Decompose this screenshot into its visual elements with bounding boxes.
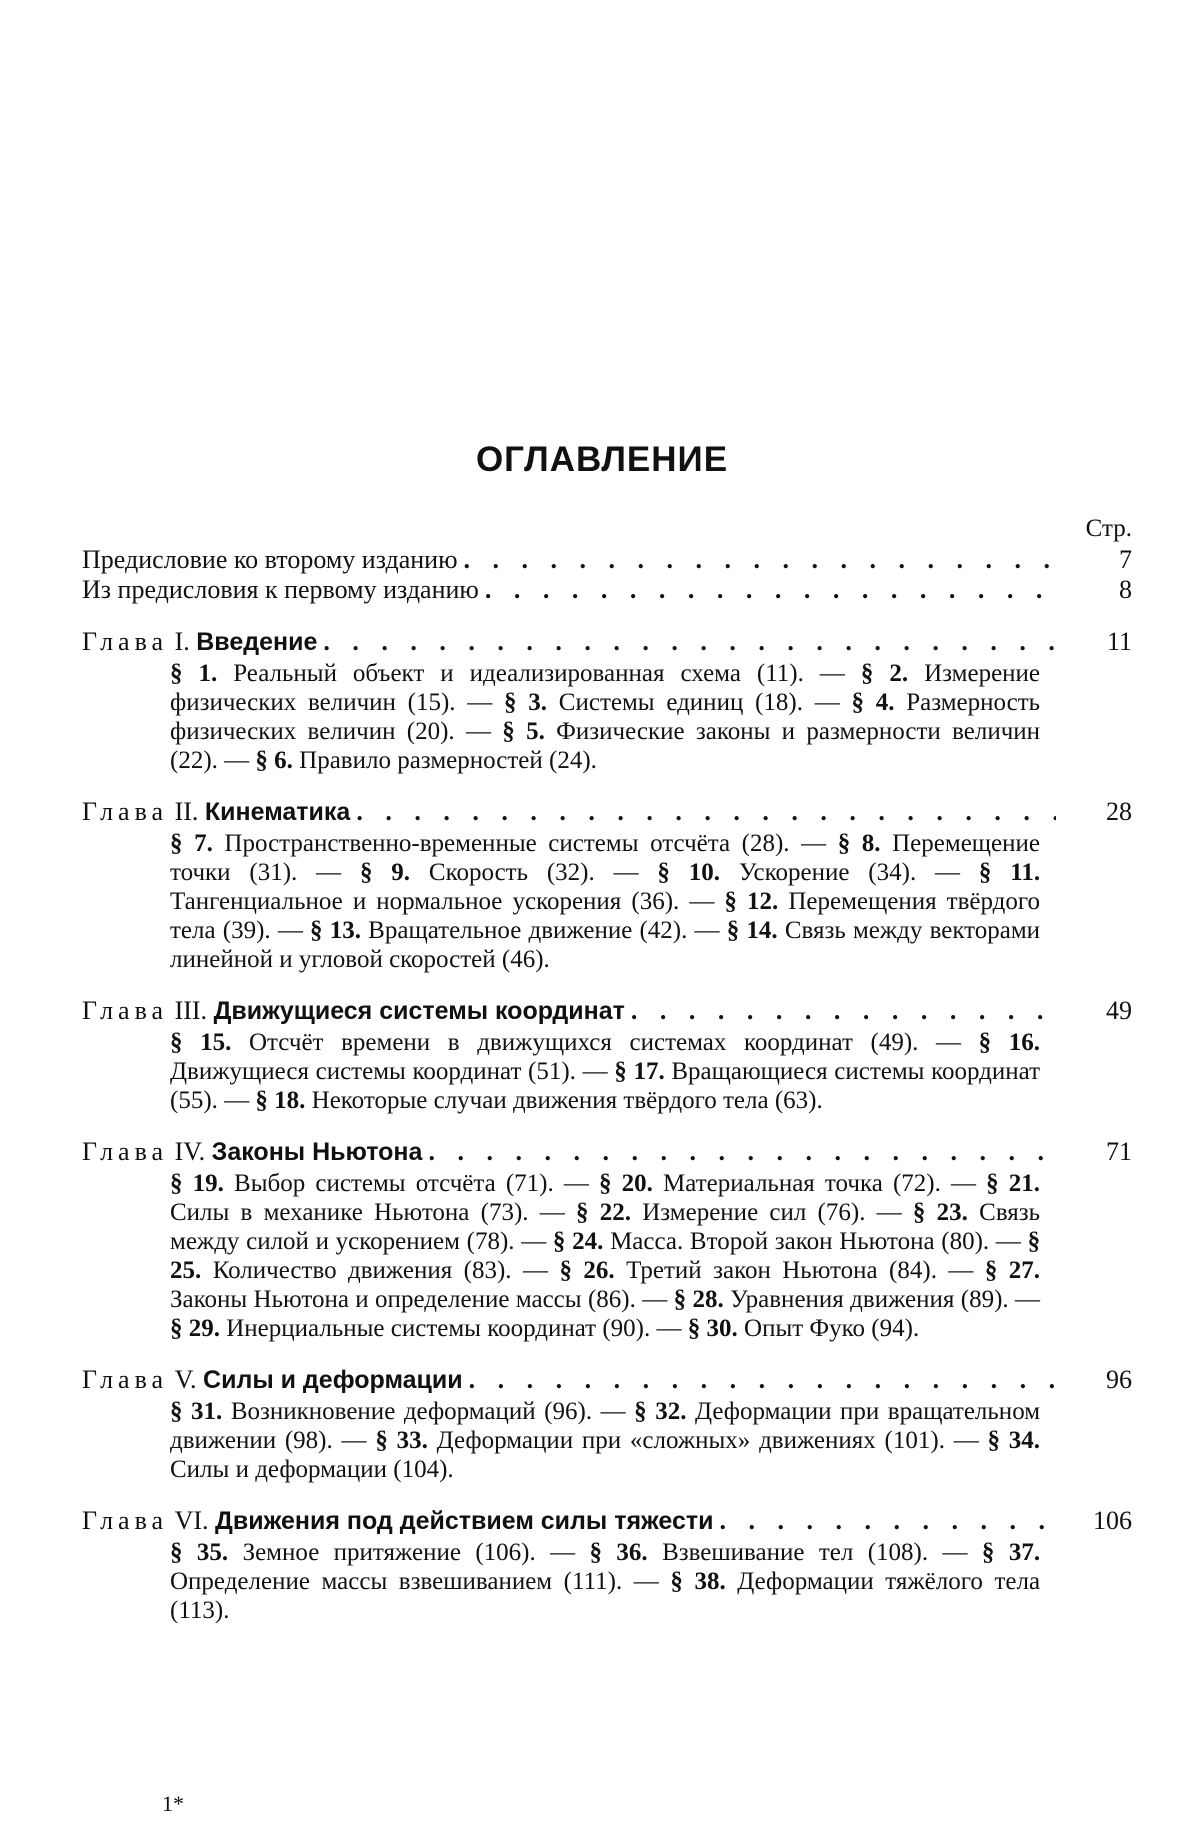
section-number: § 10. [657,859,721,886]
section-number: § 18. [255,1087,306,1114]
section-number: § 1. [170,660,218,687]
section-list [170,1538,1040,1625]
section-number: § 30. [687,1315,738,1342]
section-text: Силы в механике Ньютона (73). — [170,1199,565,1226]
leader-dots [323,627,1056,657]
chapter-page: 49 [1106,996,1132,1025]
section-entry[interactable] [170,1398,634,1425]
section-text: Измерение физических величин (15). — [170,660,1041,716]
chapter-number: VI. [174,1506,209,1535]
section-text: Деформации при «сложных» движениях (101). — [436,1427,979,1454]
chapter-list [82,627,1132,1625]
chapter-label [82,1365,463,1395]
section-number: § 33. [375,1427,428,1454]
chapter-page: 106 [1093,1506,1132,1535]
section-text: Определение массы взвешиванием (111). — [170,1568,659,1595]
section-text: Пространственно-временные системы отсчёта (28). — [224,830,827,857]
toc-entry-preface-second[interactable] [82,545,1132,575]
chapter-title: Введение [196,628,318,656]
leader-dots [464,545,1056,575]
section-entry[interactable] [170,1170,599,1197]
section-text: Вращающиеся системы координат (55). — [170,1058,1041,1114]
section-entry[interactable] [674,1286,1040,1313]
section-entry[interactable] [504,689,851,716]
chapter-block [82,996,1132,1115]
chapter-page: 96 [1106,1365,1132,1394]
toc-chapter-entry[interactable] [82,1137,1132,1167]
section-text: Системы единиц (18). — [558,689,840,716]
section-number: § 25. [170,1228,1041,1284]
section-text: Физические законы и размерности величин (22). — [170,718,1041,774]
section-number: § 19. [170,1170,224,1197]
section-number: § 12. [724,888,779,915]
section-number: § 4. [851,689,895,716]
section-number: § 2. [860,660,909,687]
section-text: Правило размерностей (24). [299,747,597,774]
section-text: Третий закон Ньютона (84). — [626,1257,974,1284]
section-number: § 32. [634,1398,687,1425]
page-column-header: Стр. [1085,515,1132,542]
section-entry[interactable] [688,1315,919,1342]
section-number: § 13. [310,917,361,944]
section-entry[interactable] [170,1315,688,1342]
chapter-number: V. [174,1365,197,1394]
section-number: § 11. [978,859,1041,886]
section-number: § 34. [987,1427,1041,1454]
section-number: § 38. [670,1568,726,1595]
chapter-keyword: Глава [82,1506,169,1535]
toc-entry-preface-first[interactable] [82,575,1132,605]
chapter-label [82,1506,714,1536]
section-text: Масса. Второй закон Ньютона (80). — [610,1228,1021,1255]
chapter-block [82,1137,1132,1343]
toc-entry-page: 8 [1119,575,1132,604]
section-entry[interactable] [590,1539,982,1566]
section-text: Вращательное движение (42). — [368,917,720,944]
section-number: § 36. [589,1539,648,1566]
leader-dots [631,996,1056,1026]
section-text: Связь между векторами линейной и угловой скоростей (46). [170,917,1041,973]
chapter-block [82,627,1132,775]
section-number: § 3. [504,689,548,716]
toc-entry-page: 7 [1119,545,1132,574]
section-text: Уравнения движения (89). — [730,1286,1041,1313]
section-entry[interactable] [255,1087,822,1114]
chapter-label [82,1137,422,1167]
page-title: ОГЛАВЛЕНИЕ [475,440,729,479]
section-number: § 17. [614,1058,665,1085]
section-number: § 22. [576,1199,631,1226]
section-text: Перемещение точки (31). — [170,830,1040,886]
section-number: § 24. [552,1228,604,1255]
chapter-block [82,1506,1132,1625]
section-list [170,1397,1040,1484]
signature-mark: 1* [162,1791,184,1816]
section-entry[interactable] [360,859,657,886]
section-text: Деформации тяжёлого тела (113). [170,1568,1041,1624]
section-text: Материальная точка (72). — [663,1170,976,1197]
leader-dots [485,575,1056,605]
section-entry[interactable] [553,1228,1028,1255]
section-text: Скорость (32). — [428,859,639,886]
section-text: Некоторые случаи движения твёрдого тела (63). [311,1087,823,1114]
section-number: § 5. [502,718,545,745]
section-text: Деформации при вращательном движении (98). — [170,1398,1041,1454]
section-number: § 14. [726,917,778,944]
toc-chapter-entry[interactable] [82,1506,1132,1536]
section-entry[interactable] [559,1257,984,1284]
chapter-page: 28 [1106,797,1132,826]
toc-entry-label: Предисловие ко второму изданию [82,545,458,574]
section-text: Реальный объект и идеализированная схема (11). — [233,660,845,687]
chapter-label [82,797,350,827]
section-text: Тангенциальное и нормальное ускорения (36). — [170,888,715,915]
chapter-label [82,627,317,657]
chapter-keyword: Глава [82,797,169,826]
section-number: § 26. [559,1257,615,1284]
section-text: Опыт Фуко (94). [744,1315,920,1342]
section-text: Возникновение деформаций (96). — [230,1398,626,1425]
section-entry[interactable] [255,747,597,774]
section-number: § 37. [981,1539,1041,1566]
chapter-number: III. [174,996,208,1025]
section-list [170,659,1040,775]
section-text: Земное притяжение (106). — [242,1539,576,1566]
chapter-number: I. [174,627,190,656]
chapter-block [82,1365,1132,1484]
leader-dots [469,1365,1056,1395]
section-text: Законы Ньютона и определение массы (86). — [170,1286,668,1313]
chapter-label [82,996,625,1026]
chapter-title: Кинематика [204,798,351,826]
section-text: Количество движения (83). — [212,1257,548,1284]
section-number: § 27. [984,1257,1041,1284]
section-text: Размерность физических величин (20). — [170,689,1041,745]
section-number: § 35. [170,1539,229,1566]
section-number: § 20. [599,1170,653,1197]
toc-chapter-entry[interactable] [82,627,1132,657]
leader-dots [720,1506,1056,1536]
chapter-title: Законы Ньютона [211,1138,423,1166]
section-number: § 16. [978,1029,1041,1056]
section-number: § 28. [673,1286,724,1313]
section-list [170,829,1040,974]
toc-chapter-entry[interactable] [82,797,1132,827]
section-number: § 8. [837,830,881,857]
section-text: Измерение сил (76). — [642,1199,902,1226]
chapter-title: Силы и деформации [203,1366,463,1394]
chapter-title: Движения под действием силы тяжести [215,1507,714,1535]
chapter-number: II. [174,797,199,826]
section-entry[interactable] [310,917,727,944]
chapter-keyword: Глава [82,1365,169,1394]
section-number: § 7. [170,830,213,857]
chapter-page: 71 [1106,1137,1132,1166]
section-text: Выбор системы отсчёта (71). — [234,1170,589,1197]
section-entry[interactable] [599,1170,986,1197]
section-text: Ускорение (34). — [738,859,961,886]
leader-dots [428,1137,1056,1167]
chapter-number: IV. [174,1137,206,1166]
section-number: § 29. [170,1315,220,1342]
section-number: § 15. [170,1029,232,1056]
section-entry[interactable] [576,1199,913,1226]
chapter-keyword: Глава [82,996,169,1025]
section-number: § 31. [170,1398,223,1425]
chapter-keyword: Глава [82,1137,169,1166]
section-list [170,1028,1040,1115]
section-text: Движущиеся системы координат (51). — [170,1058,608,1085]
section-text: Инерциальные системы координат (90). — [226,1315,682,1342]
toc-entry-label: Из предисловия к первому изданию [82,575,479,604]
section-text: Перемещения твёрдого тела (39). — [170,888,1041,944]
section-list [170,1169,1040,1343]
chapter-title: Движущиеся системы координат [213,997,625,1025]
chapter-keyword: Глава [82,627,169,656]
table-of-contents [82,545,1132,1625]
section-text: Связь между силой и ускорением (78). — [170,1199,1041,1255]
chapter-page: 11 [1106,627,1132,656]
chapter-block [82,797,1132,974]
section-text: Отсчёт времени в движущихся системах координат (49). — [249,1029,962,1056]
section-entry[interactable] [657,859,978,886]
leader-dots [356,797,1056,827]
toc-chapter-entry[interactable] [82,1365,1132,1395]
section-entry[interactable] [170,1539,590,1566]
section-number: § 6. [255,747,293,774]
section-entry[interactable] [170,1029,979,1056]
section-text: Взвешивание тел (108). — [662,1539,968,1566]
section-entry[interactable] [375,1427,987,1454]
section-text: Силы и деформации (104). [170,1456,454,1483]
toc-chapter-entry[interactable] [82,996,1132,1026]
section-number: § 21. [986,1170,1041,1197]
section-entry[interactable] [170,830,838,857]
section-entry[interactable] [170,660,861,687]
section-number: § 9. [359,859,411,886]
section-number: § 23. [912,1199,968,1226]
